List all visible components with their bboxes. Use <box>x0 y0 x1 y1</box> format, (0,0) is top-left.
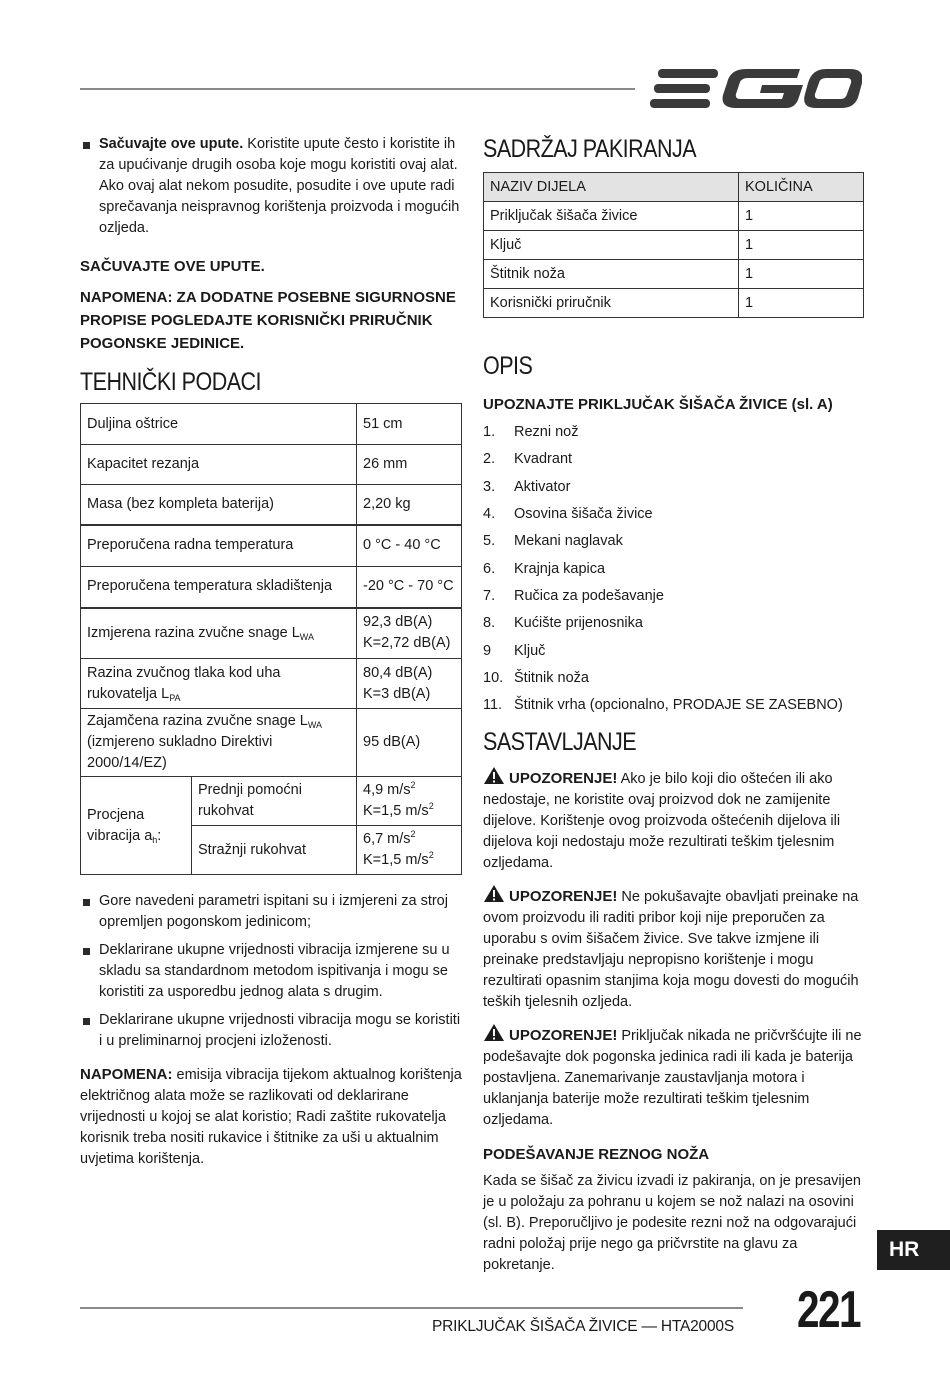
right-column <box>483 134 864 1276</box>
tech-data-title: TEHNIČKI PODACI <box>80 368 262 396</box>
table-row: Razina zvučnog tlaka kod uha rukovatelja $L_{PA}$ 80,4 dB(A) K=3 dB(A) <box>81 659 462 709</box>
footer-product-title: PRIKLJUČAK ŠIŠAČA ŽIVICE — HTA2000S <box>432 1318 734 1335</box>
table-row: Ključ 1 <box>484 231 864 260</box>
safety-note: NAPOMENA: ZA DODATNE POSEBNE SIGURNOSNE PROPISE POGLEDAJTE KORISNIČKI PRIRUČNIK POGONSKE JEDINICE. <box>80 289 456 352</box>
list-item: Deklarirane ukupne vrijednosti vibracija mogu se koristiti i u preliminarnoj procjeni izloženosti. <box>80 1010 462 1052</box>
list-item: 7. Ručica za podešavanje <box>483 587 664 604</box>
list-item: 6. Krajnja kapica <box>483 560 606 577</box>
table-row: Preporučena temperatura skladištenja -20 °C - 70 °C <box>81 567 462 608</box>
vibration-note: NAPOMENA: emisija vibracija tijekom aktualnog korištenja električnog alata može se razlikovati od deklarirane vrijednosti u kojoj se alat koristio; Radi zaštite rukovatelja korisnik treba nositi rukavice i štitnike za uši u aktualnim uvjetima korištenja. <box>80 1066 462 1167</box>
table-header: NAZIV DIJELA KOLIČINA <box>484 173 864 202</box>
page-number: 221 <box>797 1281 860 1339</box>
table-row: Štitnik noža 1 <box>484 260 864 289</box>
warning-icon <box>483 884 505 903</box>
warning-icon <box>483 1023 505 1042</box>
intro-bullet: Sačuvajte ove upute. Koristite upute često i koristite ih za upućivanje drugih osoba koje mogu koristiti ovaj alat. Ako ovaj alat nekom posudite, posudite i ove upute radi sprečavanja neispravnog korištenja proizvoda i mogućih ozljeda. <box>80 134 462 239</box>
table-row: Stražnji rukohvat 6,7 $m/s^2$ K=1,5 $m/s^2$ <box>81 826 462 875</box>
left-column <box>80 134 462 1170</box>
table-row: Korisnički priručnik 1 <box>484 289 864 318</box>
assembly-title: SASTAVLJANJE <box>483 728 637 757</box>
table-row: Izmjerena razina zvučne snage $L_{WA}$ 92,3 dB(A) K=2,72 dB(A) <box>81 608 462 659</box>
blade-adjust-text: Kada se šišač za živicu izvadi iz pakiranja, on je presavijen je u položaju za pohranu u kojem se nož nalazi na osovini (sl. B). Preporučljivo je podesite rezni nož na odgovarajući radni položaj prije nego ga pričvrstite na glavu za pokretanje. <box>483 1173 861 1274</box>
package-contents-title: SADRŽAJ PAKIRANJA <box>483 135 697 163</box>
table-row: Procjena vibracija $a_h$: Prednji pomoćni rukohvat 4,9 $m/s^2$ K=1,5 $m/s^2$ <box>81 777 462 826</box>
list-item: 4. Osovina šišača živice <box>483 506 653 523</box>
tech-data-table <box>80 403 462 875</box>
list-item: 1. Rezni nož <box>483 424 579 441</box>
footer-rule <box>80 1307 743 1309</box>
list-item: 10. Štitnik noža <box>483 669 589 686</box>
list-item: 11. Štitnik vrha (opcionalno, PRODAJE SE ZASEBNO) <box>483 697 843 714</box>
table-row: Duljina oštrice 51 cm <box>81 404 462 445</box>
list-item: 5. Mekani naglavak <box>483 533 623 550</box>
list-item: 2. Kvadrant <box>483 451 573 468</box>
header-rule <box>80 88 635 90</box>
warning-icon <box>483 766 505 785</box>
table-row: Masa (bez kompleta baterija) 2,20 kg <box>81 485 462 525</box>
list-item: 8. Kućište prijenosnika <box>483 615 643 632</box>
list-item: 9 Ključ <box>483 642 546 659</box>
package-contents-table <box>483 172 864 318</box>
description-subtitle: UPOZNAJTE PRIKLJUČAK ŠIŠAČA ŽIVICE (sl. A) <box>483 396 833 413</box>
warning-paragraph: UPOZORENJE! Ako je bilo koji dio oštećen ili ako nedostaje, ne koristite ovaj proizvod dok ne zamijenite dijelove. Korištenje ovog proizvoda oštećenih dijelova ili dijelova koji nedostaju može rezultirati teškim tjelesnim ozljedama. <box>483 766 864 874</box>
tech-notes-list <box>80 891 462 1052</box>
save-instructions-note: SAČUVAJTE OVE UPUTE. <box>80 258 265 275</box>
warning-paragraph: UPOZORENJE! Ne pokušavajte obavljati preinake na ovom proizvodu ili raditi pribor koji nije preporučen za uporabu s ovim šišačem živice. Sve takve izmjene ili preinake predstavljaju nepropisno korištenje i mogu rezultirati opasnim stanjima koja mogu dovesti do mogućih teških tjelesnih ozljeda. <box>483 884 864 1013</box>
table-row: Priključak šišača živice 1 <box>484 202 864 231</box>
intro-bullets <box>80 134 462 239</box>
blade-adjust-title: PODEŠAVANJE REZNOG NOŽA <box>483 1146 710 1164</box>
description-title: OPIS <box>483 352 533 380</box>
language-tab: HR <box>877 1230 950 1270</box>
ego-logo <box>650 63 862 113</box>
table-row: Zajamčena razina zvučne snage $L_{WA}$ (izmjereno sukladno Direktivi 2000/14/EZ) 95 dB(A) <box>81 709 462 777</box>
warning-paragraph: UPOZORENJE! Priključak nikada ne pričvršćujte ili ne podešavajte dok pogonska jedinica radi ili kada je baterija postavljena. Zanemarivanje zaustavljanja motora i uklanjanja baterije može rezultirati teškim tjelesnim ozljedama. <box>483 1023 864 1131</box>
table-row: Kapacitet rezanja 26 mm <box>81 445 462 485</box>
list-item: 3. Aktivator <box>483 478 571 495</box>
list-item: Deklarirane ukupne vrijednosti vibracija izmjerene su u skladu sa standardnom metodom ispitivanja i mogu se koristiti za usporedbu jednog alata s drugim. <box>80 940 462 1003</box>
table-row: Preporučena radna temperatura 0 °C - 40 °C <box>81 525 462 567</box>
parts-list <box>483 419 864 719</box>
list-item: Gore navedeni parametri ispitani su i izmjereni za stroj opremljen pogonskom jedinicom; <box>80 891 462 933</box>
